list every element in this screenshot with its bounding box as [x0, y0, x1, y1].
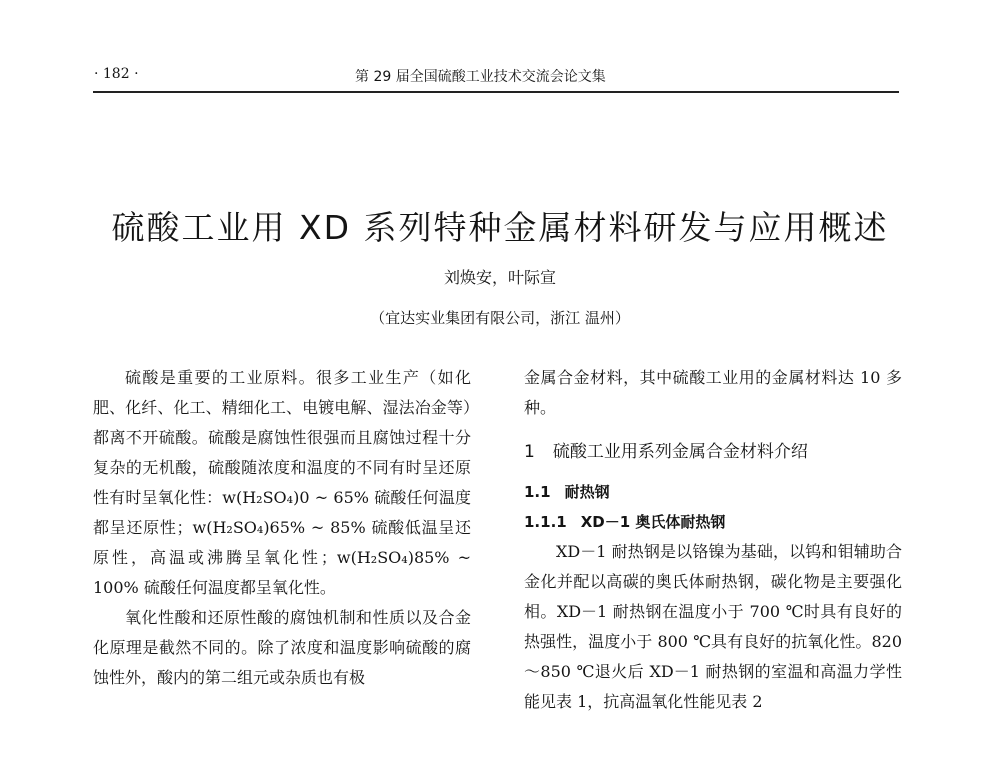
- header-rule: [93, 91, 899, 93]
- section-title: XD－1 奥氏体耐热钢: [580, 513, 726, 531]
- section-title: 耐热钢: [564, 483, 610, 501]
- section-number: 1: [524, 442, 535, 462]
- page-number: · 182 ·: [94, 66, 139, 82]
- section-title: 硫酸工业用系列金属合金材料介绍: [552, 442, 808, 462]
- section-heading-1: [524, 437, 902, 467]
- section-heading-1-1: [524, 477, 902, 507]
- proceedings-title: 第 29 届全国硫酸工业技术交流会论文集: [355, 69, 606, 85]
- section-heading-1-1-1: [524, 507, 902, 537]
- continued-paragraph: 金属合金材料，其中硫酸工业用的金属材料达 10 多种。: [524, 368, 902, 417]
- mechanism-paragraph: 氧化性酸和还原性酸的腐蚀机制和性质以及合金化原理是截然不同的。除了浓度和温度影响硫酸的腐蚀性外，酸内的第二组元或杂质也有极: [93, 608, 471, 687]
- intro-paragraph: 硫酸是重要的工业原料。很多工业生产（如化肥、化纤、化工、精细化工、电镀电解、湿法冶金等）都离不开硫酸。硫酸是腐蚀性很强而且腐蚀过程十分复杂的无机酸，硫酸随浓度和温度的不同有时呈还原性有时呈氧化性：w(H₂SO₄)0 ~ 65% 硫酸任何温度都呈还原性；w(H₂SO₄)65% ~ 85% 硫酸低温呈还原性，高温或沸腾呈氧化性；w(H₂SO₄)85% ~ 100% 硫酸任何温度都呈氧化性。: [93, 368, 471, 597]
- left-column: [93, 363, 471, 693]
- right-column: [524, 363, 902, 717]
- authors: 刘焕安，叶际宣: [443, 268, 556, 287]
- xd1-paragraph: XD－1 耐热钢是以铬镍为基础，以钨和钼辅助合金化并配以高碳的奥氏体耐热钢，碳化物是主要强化相。XD－1 耐热钢在温度小于 700 ℃时具有良好的热强性，温度小于 800 ℃具有良好的抗氧化性。820～850 ℃退火后 XD－1 耐热钢的室温和高温力学性能见表 1，抗高温氧化性能见表 2: [524, 542, 902, 711]
- affiliation: （宜达实业集团有限公司，浙江 温州）: [370, 309, 630, 327]
- section-number: 1.1.1: [524, 513, 567, 531]
- paper-title: 硫酸工业用 XD 系列特种金属材料研发与应用概述: [111, 208, 889, 248]
- section-number: 1.1: [524, 483, 551, 501]
